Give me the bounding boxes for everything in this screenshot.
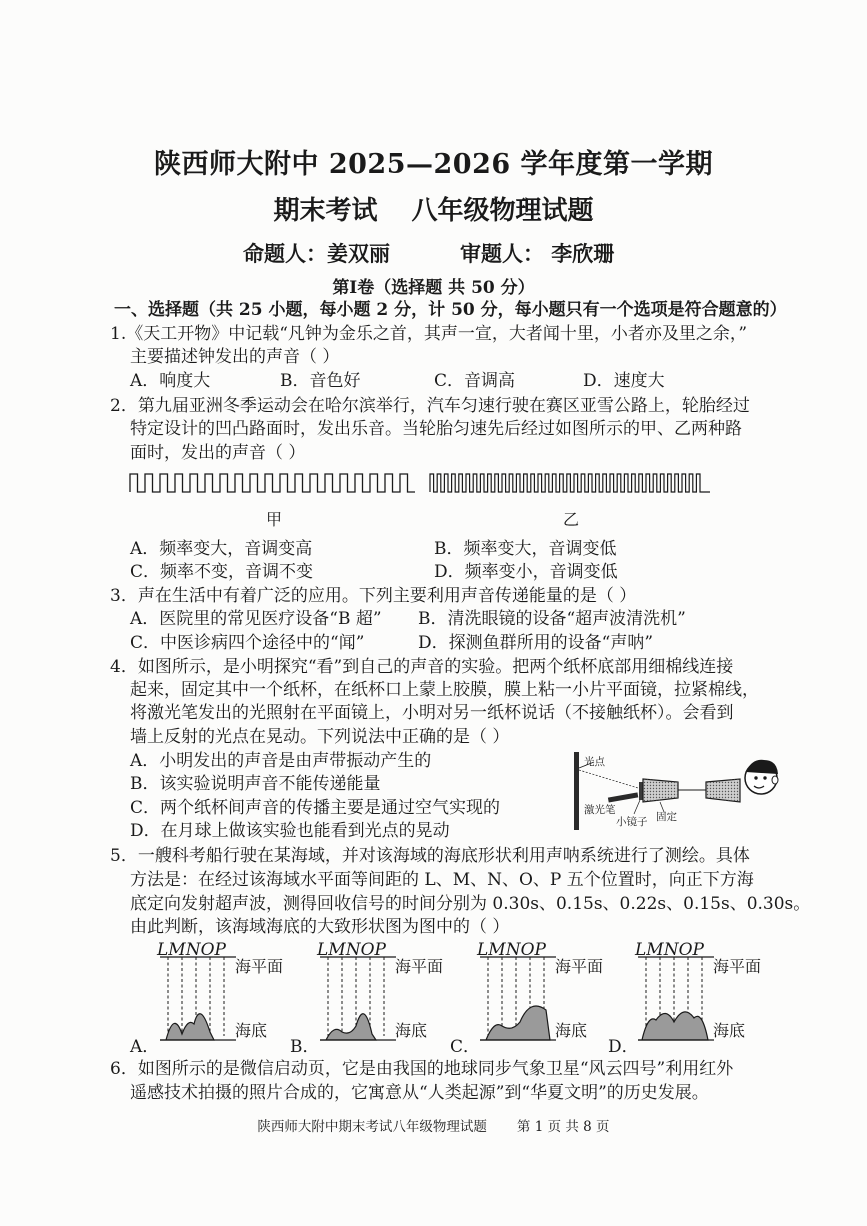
q1-stem-line1: 1.《天工开物》中记载“凡钟为金乐之首，其声一宣，大者闻十里，小者亦及里之余，” bbox=[110, 324, 748, 344]
q3-stem: 3．声在生活中有着广泛的应用。下列主要利用声音传递能量的是（ ） bbox=[110, 586, 637, 606]
q1-stem-line2: 主要描述钟发出的声音（ ） bbox=[130, 347, 340, 367]
road-surface-figure bbox=[128, 470, 713, 498]
points-label-a: LMNOP bbox=[157, 940, 226, 960]
option-letter-c: C． bbox=[450, 1037, 481, 1057]
q2-stem-line3: 面时，发出的声音（ ） bbox=[130, 443, 306, 463]
label-fixed: 固定 bbox=[656, 811, 677, 823]
sea-level-label-c: 海平面 bbox=[555, 957, 604, 976]
seafloor-option-c bbox=[450, 940, 610, 1057]
road-label-yi: 乙 bbox=[563, 510, 580, 529]
q2-option-a: A．频率变大，音调变高 bbox=[130, 539, 313, 559]
cup-telephone-figure bbox=[568, 748, 783, 832]
label-mirror: 小镜子 bbox=[616, 816, 648, 828]
points-label-d: LMNOP bbox=[635, 940, 704, 960]
option-letter-d: D． bbox=[608, 1037, 639, 1057]
q4-option-b: B．该实验说明声音不能传递能量 bbox=[130, 774, 381, 794]
q5-stem-line4: 由此判断，该海域海底的大致形状图为图中的（ ） bbox=[130, 917, 510, 937]
points-label-b: LMNOP bbox=[317, 940, 386, 960]
q4-option-d: D．在月球上做该实验也能看到光点的晃动 bbox=[130, 821, 450, 841]
paper-cup-speaker bbox=[706, 779, 740, 802]
sea-level-label-a: 海平面 bbox=[235, 957, 284, 976]
exam-type: 期末考试 bbox=[273, 196, 378, 226]
q3-option-a: A．医院里的常见医疗设备“B 超” bbox=[130, 609, 382, 629]
q2-stem-line1: 2．第九届亚洲冬季运动会在哈尔滨举行，汽车匀速行驶在赛区亚雪公路上，轮胎经过 bbox=[110, 396, 750, 416]
label-light-spot: 光点 bbox=[584, 756, 605, 768]
q1-option-b: B．音色好 bbox=[280, 371, 361, 391]
q1-option-c: C．音调高 bbox=[434, 371, 516, 391]
exam-subtitle bbox=[0, 190, 867, 227]
seafloor-option-d bbox=[608, 940, 768, 1057]
wall bbox=[574, 752, 579, 830]
q3-option-c: C．中医诊病四个途径中的“闻” bbox=[130, 633, 365, 653]
q3-option-b: B．清洗眼镜的设备“超声波清洗机” bbox=[418, 609, 686, 629]
road-surface-yi bbox=[430, 474, 710, 492]
option-letter-a: A． bbox=[130, 1037, 160, 1057]
paper-cup-fixed bbox=[643, 779, 678, 802]
footer-page-number: 第 1 页 共 8 页 bbox=[516, 1119, 610, 1135]
q4-stem-line1: 4．如图所示，是小明探究“看”到自己的声音的实验。把两个纸杯底部用细棉线连接 bbox=[110, 657, 734, 677]
sea-level-label-b: 海平面 bbox=[395, 957, 444, 976]
points-label-c: LMNOP bbox=[477, 940, 546, 960]
exam-subject: 八年级物理试题 bbox=[411, 196, 594, 226]
q3-option-d: D．探测鱼群所用的设备“声呐” bbox=[418, 633, 654, 653]
page-footer bbox=[0, 1115, 867, 1135]
road-label-jia: 甲 bbox=[266, 510, 283, 529]
option-letter-b: B． bbox=[290, 1037, 320, 1057]
volume-heading: 第Ⅰ卷（选择题 共 50 分） bbox=[332, 278, 535, 298]
label-laser-pen: 激光笔 bbox=[584, 804, 616, 816]
sea-floor-label-b: 海底 bbox=[395, 1021, 428, 1040]
q4-stem-line3: 将激光笔发出的光照射在平面镜上，小明对另一纸杯说话（不接触纸杯）。会看到 bbox=[130, 703, 734, 723]
sea-floor-label-d: 海底 bbox=[713, 1021, 746, 1040]
q1-option-a: A．响度大 bbox=[130, 371, 211, 391]
q6-stem-line1: 6．如图所示的是微信启动页，它是由我国的地球同步气象卫星“风云四号”利用红外 bbox=[110, 1059, 734, 1079]
q5-stem-line3: 底定向发射超声波，测得回收信号的时间分别为 0.30s、0.15s、0.22s、0.15s、0.30s。 bbox=[130, 894, 811, 914]
seafloor-option-a bbox=[130, 940, 290, 1057]
section-heading: 一、选择题（共 25 小题，每小题 2 分，计 50 分，每小题只有一个选项是符合题意的） bbox=[114, 300, 787, 320]
q2-option-c: C．频率不变，音调不变 bbox=[130, 562, 314, 582]
sea-floor-label-c: 海底 bbox=[555, 1021, 588, 1040]
reflected-ray bbox=[579, 770, 638, 788]
q2-stem-line2: 特定设计的凹凸路面时，发出乐音。当轮胎匀速先后经过如图所示的甲、乙两种路 bbox=[130, 419, 742, 439]
q1-option-d: D．速度大 bbox=[583, 371, 665, 391]
q4-stem-line4: 墙上反射的光点在晃动。下列说法中正确的是（ ） bbox=[130, 727, 510, 747]
q2-option-d: D．频率变小，音调变低 bbox=[434, 562, 618, 582]
q5-stem-line2: 方法是：在经过该海域水平面等间距的 L、M、N、O、P 五个位置时，向正下方海 bbox=[130, 870, 754, 890]
q4-option-a: A．小明发出的声音是由声带振动产生的 bbox=[130, 751, 432, 771]
sea-floor-label-a: 海底 bbox=[235, 1021, 268, 1040]
q4-stem-line2: 起来，固定其中一个纸杯，在纸杯口上蒙上胶膜，膜上粘一小片平面镜，拉紧棉线， bbox=[130, 680, 759, 700]
mirror-leader bbox=[634, 800, 640, 814]
seafloor-shape bbox=[480, 1006, 550, 1040]
reviewer: 审题人： 李欣珊 bbox=[460, 241, 615, 266]
q6-stem-line2: 遥感技术拍摄的照片合成的，它寓意从“人类起源”到“华夏文明”的历史发展。 bbox=[130, 1083, 709, 1103]
setter: 命题人：姜双丽 bbox=[243, 241, 390, 266]
road-surface-jia bbox=[130, 474, 415, 492]
q5-stem-line1: 5．一艘科考船行驶在某海域，并对该海域的海底形状利用声呐系统进行了测绘。具体 bbox=[110, 846, 750, 866]
footer-exam-name: 陕西师大附中期末考试八年级物理试题 bbox=[257, 1119, 487, 1135]
boy-face bbox=[745, 760, 778, 794]
exam-title: 陕西师大附中 2025—2026 学年度第一学期 bbox=[153, 149, 714, 180]
author-line bbox=[243, 238, 614, 268]
q4-option-c: C．两个纸杯间声音的传播主要是通过空气实现的 bbox=[130, 798, 501, 818]
seafloor-option-b bbox=[290, 940, 450, 1057]
q2-option-b: B．频率变大，音调变低 bbox=[434, 539, 617, 559]
sea-level-label-d: 海平面 bbox=[713, 957, 762, 976]
seafloor-shape bbox=[638, 1012, 708, 1040]
